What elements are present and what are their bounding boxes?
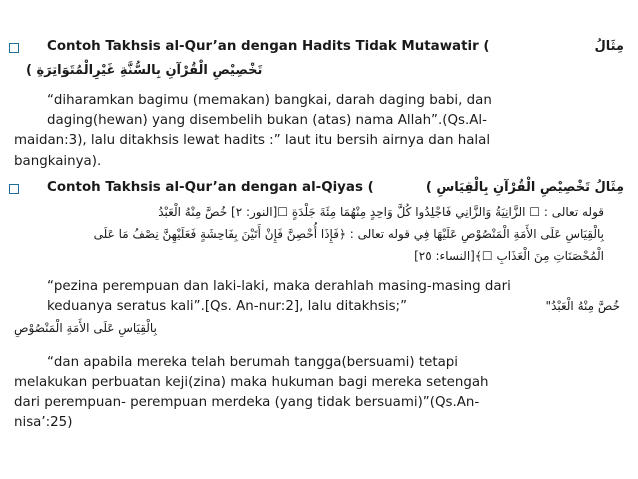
section2-quote-line1: “pezina perempuan dan laki-laki, maka derahlah masing-masing dari [47, 279, 511, 294]
section2-quote-line3-arabic: بِالْقِيَاسِ عَلَى الأَمَةِ الْمَنْصُوْصِ [14, 321, 157, 335]
section2-quote-line4: “dan apabila mereka telah berumah tangga(bersuami) tetapi [47, 355, 458, 370]
section2-arabic-line3: الْمُحْصَنَاتِ مِنَ الْعَذَابِ ☐﴾[النساء: ٢٥] [414, 249, 604, 263]
section2-quote-line5: melakukan perbuatan keji(zina) maka hukuman bagi mereka setengah [14, 375, 489, 390]
section1-heading-arabic-b: تَخْصِيْصِ الْقُرْآنِ بِالسُّنَّةِ غَيْرِالْمُتَوَاتِرَةِ ) [26, 63, 263, 78]
section2-quote-line6: dari perempuan- perempuan merdeka (yang tidak bersuami)”(Qs.An- [14, 395, 480, 410]
bullet-icon [9, 184, 19, 194]
section1-quote-line3: maidan:3), lalu ditakhsis lewat hadits :” laut itu bersih airnya dan halal [14, 133, 491, 148]
section1-heading: Contoh Takhsis al-Qur’an dengan Hadits Tidak Mutawatir ( [47, 39, 490, 54]
section1-heading-arabic-a: مِثَالُ [594, 39, 624, 54]
bullet-icon [9, 43, 19, 53]
section2-arabic-line2: بِالْقِيَاسِ عَلَى الأَمَةِ الْمَنْصُوْصِ عَلَيْهَا فِي قوله تعالى : ﴿فَإِذَا أُحْصِنَّ فَإِنْ أَتَيْنَ بِفَاحِشَةٍ فَعَلَيْهِنَّ نِصْفُ مَا عَلَى [93, 227, 604, 241]
section2-quote-line7: nisa’:25) [14, 415, 73, 430]
section2-quote-line2-arabic: خُصَّ مِنْهُ الْعَبْدُ" [545, 299, 620, 313]
section2-quote-line2: keduanya seratus kali”.[Qs. An-nur:2], lalu ditakhsis;” [47, 299, 408, 314]
section1-quote-line2: daging(hewan) yang disembelih bukan (atas) nama Allah”.(Qs.Al- [47, 113, 487, 128]
section2-heading-arabic: مِثَالُ تَخْصِيْصِ الْقُرْآنِ بِالْقِيَاسِ ) [425, 180, 624, 195]
section1-quote-line4: bangkainya). [14, 154, 102, 169]
section1-quote-line1: “diharamkan bagimu (memakan) bangkai, darah daging babi, dan [47, 93, 492, 108]
section2-heading: Contoh Takhsis al-Qur’an dengan al-Qiyas ( [47, 180, 374, 195]
section2-arabic-line1: قوله تعالى : ☐ الزَّانِيَةُ وَالزَّانِي فَاجْلِدُوا كُلَّ وَاحِدٍ مِنْهُمَا مِئَةَ جَلْدَةٍ ☐[النور: ٢] خُصَّ مِنْهُ الْعَبْدُ [158, 205, 604, 219]
